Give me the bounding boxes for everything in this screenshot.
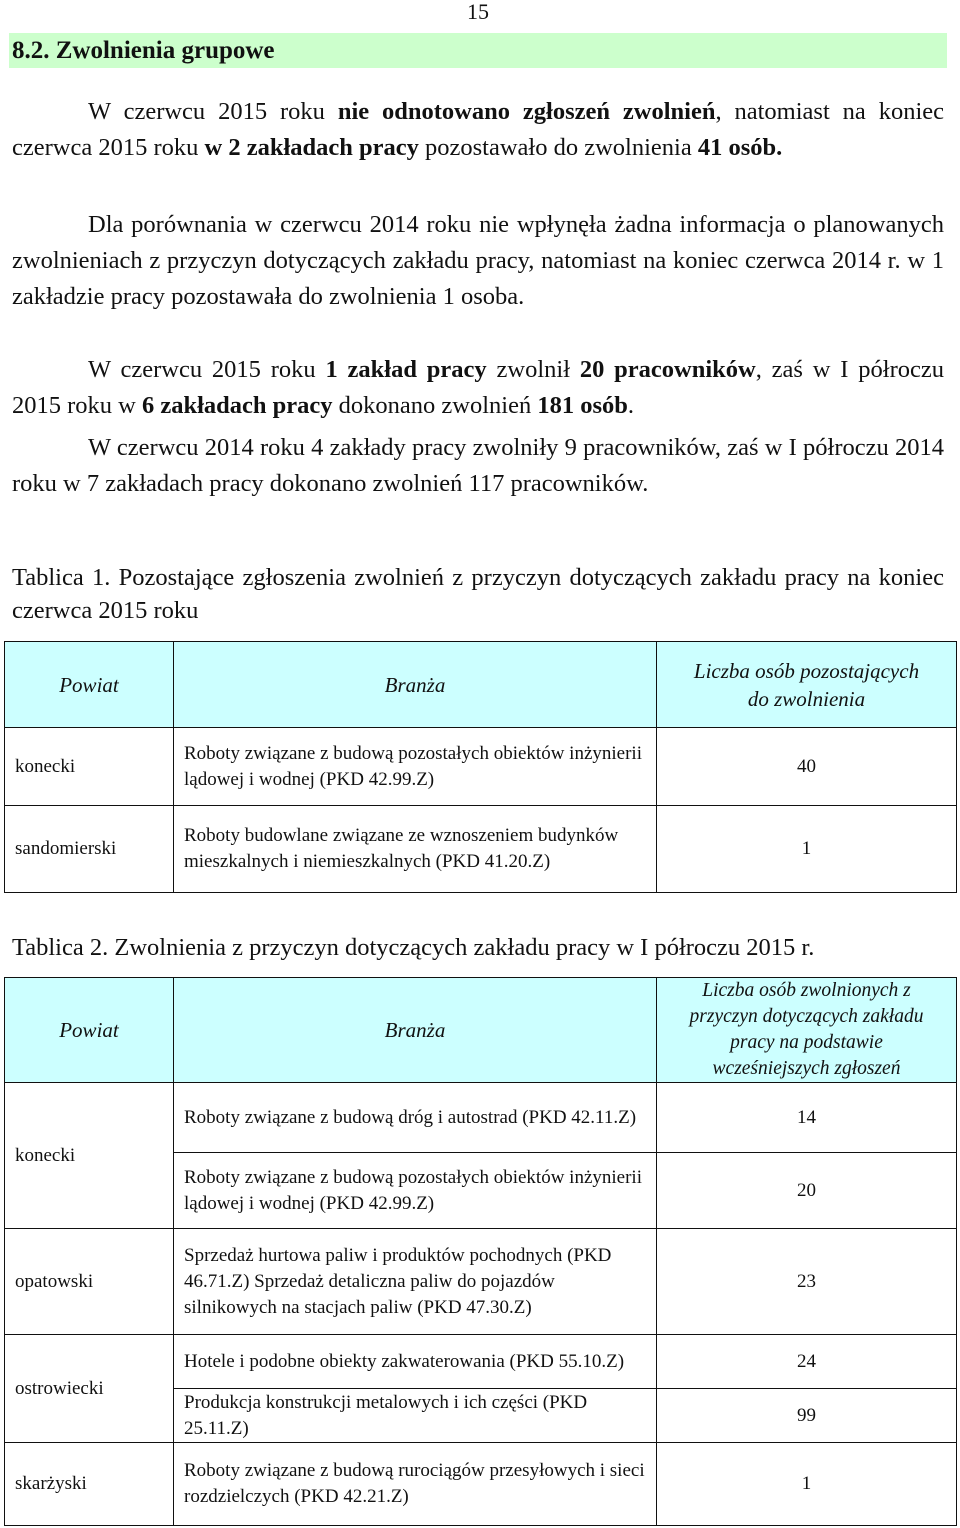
p3-text-1: W czerwcu 2015 roku [88,356,326,383]
table2-cell-branza: Hotele i podobne obiekty zakwaterowania (PKD 55.10.Z) [174,1335,657,1389]
p3-text-2: zwolnił [486,356,580,383]
p3-bold-1: 1 zakład pracy [325,356,487,383]
p1-bold-1: nie odnotowano zgłoszeń zwolnień [337,98,716,125]
table2-cell-liczba: 1 [657,1443,957,1526]
p3-text-3: , zaś w I półroczu 2015 roku w [12,356,944,419]
table1-cell-branza: Roboty budowlane związane ze wznoszeniem budynków mieszkalnych i niemieszkalnych (PKD 41.20.Z) [174,806,657,893]
table-row [5,1083,957,1153]
table2-header-liczba: Liczba osób zwolnionych z przyczyn dotyczących zakładu pracy na podstawie wcześniejszych zgłoszeń [657,978,957,1083]
table2-cell-powiat: ostrowiecki [5,1335,174,1443]
table2-cell-liczba: 24 [657,1335,957,1389]
table1-cell-powiat: konecki [5,728,174,806]
table2-cell-liczba: 99 [657,1389,957,1443]
section-title-text: Zwolnienia grupowe [55,37,275,64]
table1-cell-liczba: 1 [657,806,957,893]
table1-cell-branza: Roboty związane z budową pozostałych obiektów inżynierii lądowej i wodnej (PKD 42.99.Z) [174,728,657,806]
table1-cell-liczba: 40 [657,728,957,806]
table2-cell-liczba: 20 [657,1153,957,1229]
table-row [5,728,957,806]
table2-cell-powiat: konecki [5,1083,174,1229]
table-row [5,1229,957,1335]
p3-bold-4: 181 osób [537,392,628,419]
table1-header-powiat: Powiat [5,642,174,728]
table-row [5,1335,957,1389]
table2-caption: Tablica 2. Zwolnienia z przyczyn dotyczących zakładu pracy w I półroczu 2015 r. [12,934,815,961]
page-number: 15 [467,0,489,24]
table1-header-liczba: Liczba osób pozostających do zwolnienia [657,642,957,728]
table2-header-powiat: Powiat [5,978,174,1083]
table2-cell-branza: Roboty związane z budową rurociągów przesyłowych i sieci rozdzielczych (PKD 42.21.Z) [174,1443,657,1526]
table2-cell-powiat: opatowski [5,1229,174,1335]
p3-bold-2: 20 pracowników [579,356,756,383]
table2-cell-branza: Produkcja konstrukcji metalowych i ich części (PKD 25.11.Z) [174,1389,657,1443]
table-row [5,806,957,893]
p3-text-4: dokonano zwolnień [332,392,538,419]
table1-cell-powiat: sandomierski [5,806,174,893]
table-row [5,1443,957,1526]
p3-text-5: . [627,392,635,419]
p1-bold-2: w 2 zakładach pracy [204,134,419,161]
p1-text-1: W czerwcu 2015 roku [88,98,338,125]
table2-cell-branza: Roboty związane z budową pozostałych obiektów inżynierii lądowej i wodnej (PKD 42.99.Z) [174,1153,657,1229]
paragraph-4: W czerwcu 2014 roku 4 zakłady pracy zwolniły 9 pracowników, zaś w I półroczu 2014 roku w 7 zakładach pracy dokonano zwolnień 117 pracowników. [12,434,944,497]
table2-cell-liczba: 14 [657,1083,957,1153]
paragraph-1 [12,94,944,166]
section-header [9,33,947,68]
table1-header-branza: Branża [174,642,657,728]
section-title [12,37,275,65]
section-number: 8.2. [12,37,50,64]
table2 [4,977,957,1526]
table2-cell-liczba: 23 [657,1229,957,1335]
table2-cell-powiat: skarżyski [5,1443,174,1526]
table2-header-branza: Branża [174,978,657,1083]
p1-bold-3: 41 osób. [697,134,783,161]
p1-text-3: pozostawało do zwolnienia [418,134,698,161]
table1-caption: Tablica 1. Pozostające zgłoszenia zwolnień z przyczyn dotyczących zakładu pracy na koniec czerwca 2015 roku [12,564,944,624]
p3-bold-3: 6 zakładach pracy [141,392,333,419]
table2-header-row [5,978,957,1083]
table1-header-row [5,642,957,728]
p1-text-2: , natomiast na koniec czerwca 2015 roku [12,98,944,161]
table2-cell-branza: Sprzedaż hurtowa paliw i produktów pochodnych (PKD 46.71.Z) Sprzedaż detaliczna paliw do pojazdów silnikowych na stacjach paliw (PKD 47.30.Z) [174,1229,657,1335]
paragraph-2: Dla porównania w czerwcu 2014 roku nie wpłynęła żadna informacja o planowanych zwolnieniach z przyczyn dotyczących zakładu pracy, natomiast na koniec czerwca 2014 r. w 1 zakładzie pracy pozostawała do zwolnienia 1 osoba. [12,211,944,310]
table2-cell-branza: Roboty związane z budową dróg i autostrad (PKD 42.11.Z) [174,1083,657,1153]
paragraph-3 [12,352,944,424]
table1 [4,641,957,893]
